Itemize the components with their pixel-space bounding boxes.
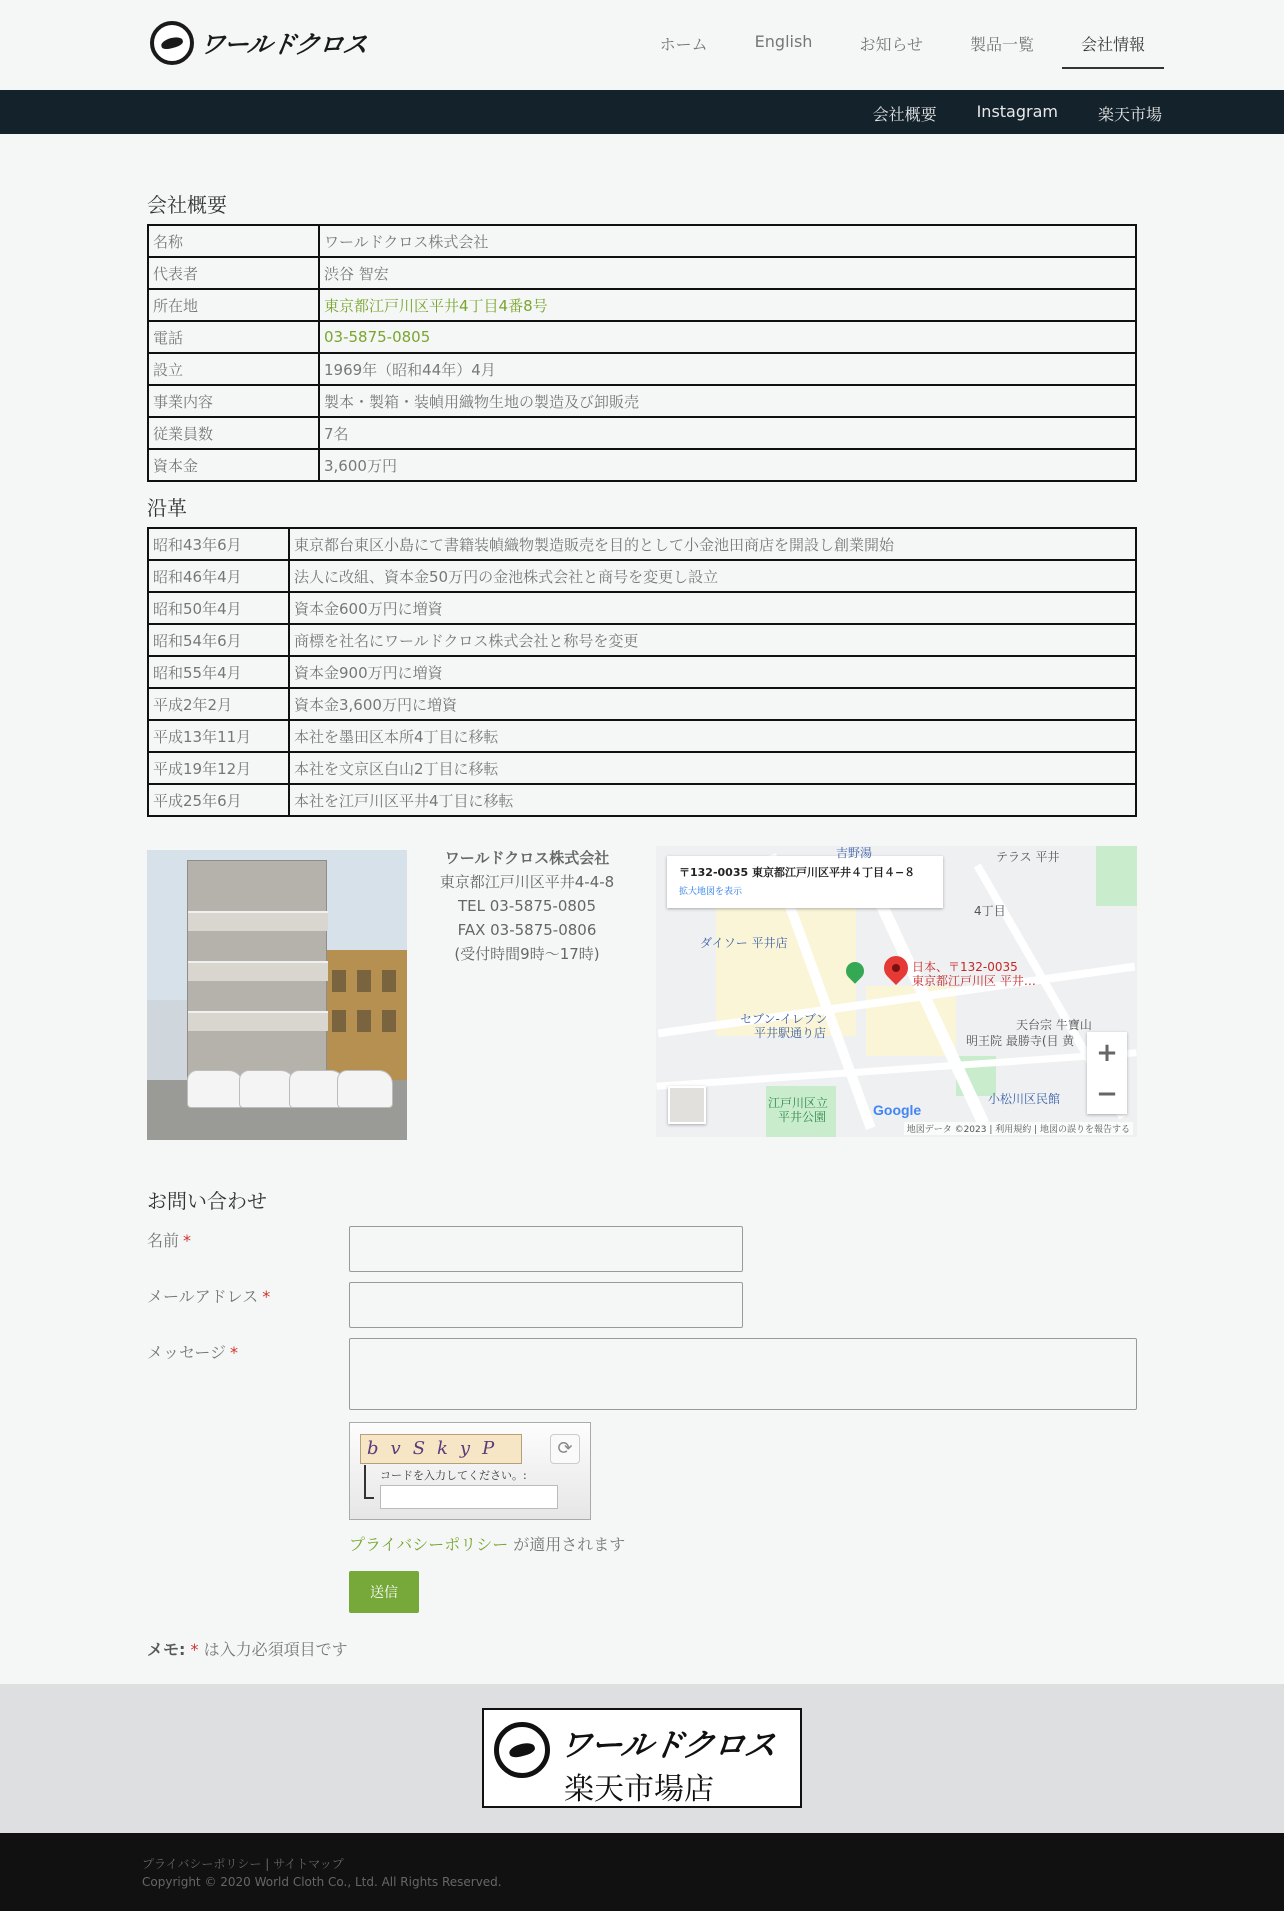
row-label: 名称 bbox=[148, 225, 319, 257]
required-mark: * bbox=[183, 1231, 192, 1250]
banner-subtitle: 楽天市場店 bbox=[564, 1772, 714, 1807]
map-card-title: 〒132-0035 東京都江戸川区平井４丁目４−８ bbox=[679, 866, 916, 879]
history-event: 資本金900万円に増資 bbox=[289, 656, 1136, 688]
address-link[interactable]: 東京都江戸川区平井4丁目4番8号 bbox=[319, 289, 1136, 321]
name-label: 名前 * bbox=[147, 1231, 192, 1250]
row-label: 設立 bbox=[148, 353, 319, 385]
table-row bbox=[148, 289, 1136, 321]
history-date: 昭和54年6月 bbox=[148, 624, 289, 656]
captcha-prompt: コードを入力してください。: bbox=[380, 1469, 527, 1482]
table-row bbox=[148, 624, 1136, 656]
company-table bbox=[147, 224, 1137, 482]
row-value: ワールドクロス株式会社 bbox=[319, 225, 1136, 257]
address-street: 東京都江戸川区平井4-4-8 bbox=[439, 873, 615, 891]
memo-text: は入力必須項目です bbox=[198, 1640, 348, 1659]
row-label: 所在地 bbox=[148, 289, 319, 321]
row-value: 7名 bbox=[319, 417, 1136, 449]
required-mark: * bbox=[230, 1343, 239, 1362]
privacy-suffix: が適用されます bbox=[508, 1535, 626, 1554]
table-row bbox=[148, 385, 1136, 417]
row-value: 渋谷 智宏 bbox=[319, 257, 1136, 289]
captcha-refresh-icon[interactable]: ⟳ bbox=[550, 1434, 580, 1464]
map-larger-link[interactable]: 拡大地図を表示 bbox=[679, 887, 743, 897]
address-tel: TEL 03-5875-0805 bbox=[457, 897, 597, 915]
nav-english[interactable]: English bbox=[754, 32, 813, 51]
table-row bbox=[148, 560, 1136, 592]
map-attribution[interactable]: 地図データ ©2023 | 利用規約 | 地図の誤りを報告する bbox=[904, 1122, 1133, 1135]
submit-button[interactable]: 送信 bbox=[349, 1571, 419, 1613]
history-event: 本社を文京区白山2丁目に移転 bbox=[289, 752, 1136, 784]
map-pin-label: 東京都江戸川区 平井… bbox=[912, 974, 1036, 988]
logo-text: ワールドクロス bbox=[197, 30, 369, 59]
copyright: Copyright © 2020 World Cloth Co., Ltd. All Rights Reserved. bbox=[142, 1875, 502, 1889]
map-label: 江戸川区立 bbox=[768, 1096, 829, 1110]
row-value: 3,600万円 bbox=[319, 449, 1136, 481]
main-nav bbox=[632, 24, 1164, 69]
sub-nav bbox=[0, 90, 1284, 134]
captcha-image: bvSkyP bbox=[360, 1434, 522, 1464]
map-label: 天台宗 牛寶山 bbox=[1016, 1018, 1092, 1032]
required-memo bbox=[147, 1637, 348, 1660]
logo-emblem-icon bbox=[150, 21, 194, 65]
history-event: 資本金600万円に増資 bbox=[289, 592, 1136, 624]
privacy-notice bbox=[349, 1532, 625, 1555]
table-row bbox=[148, 688, 1136, 720]
phone-link[interactable]: 03-5875-0805 bbox=[319, 321, 1136, 353]
row-label: 従業員数 bbox=[148, 417, 319, 449]
map-label: 吉野湯 bbox=[836, 846, 873, 860]
nav-home[interactable]: ホーム bbox=[659, 35, 708, 54]
required-mark: * bbox=[190, 1640, 199, 1659]
history-date: 昭和46年4月 bbox=[148, 560, 289, 592]
history-event: 資本金3,600万円に増資 bbox=[289, 688, 1136, 720]
contact-heading: お問い合わせ bbox=[147, 1189, 267, 1213]
map-pin-label: 日本、〒132-0035 bbox=[912, 960, 1018, 974]
email-label: メールアドレス * bbox=[147, 1287, 271, 1306]
map-label: 小松川区民館 bbox=[988, 1092, 1061, 1106]
subnav-company-overview[interactable]: 会社概要 bbox=[872, 105, 937, 124]
table-row bbox=[148, 321, 1136, 353]
table-row bbox=[148, 449, 1136, 481]
history-date: 平成19年12月 bbox=[148, 752, 289, 784]
table-row bbox=[148, 353, 1136, 385]
footer-links[interactable]: プライバシーポリシー | サイトマップ bbox=[142, 1857, 344, 1871]
table-row bbox=[148, 592, 1136, 624]
rakuten-store-banner[interactable] bbox=[482, 1708, 802, 1808]
history-event: 商標を社名にワールドクロス株式会社と称号を変更 bbox=[289, 624, 1136, 656]
map-label: 平井公園 bbox=[778, 1110, 827, 1124]
banner-title: ワールドクロス bbox=[557, 1726, 779, 1764]
subnav-instagram[interactable]: Instagram bbox=[976, 102, 1058, 121]
google-logo: Google bbox=[873, 1102, 922, 1118]
history-date: 昭和55年4月 bbox=[148, 656, 289, 688]
footer-banner-area bbox=[0, 1684, 1284, 1833]
email-input[interactable] bbox=[349, 1282, 743, 1328]
zoom-in-button[interactable]: + bbox=[1096, 1037, 1118, 1068]
map-label: ダイソー 平井店 bbox=[700, 936, 788, 950]
history-table bbox=[147, 527, 1137, 817]
map-zoom-controls bbox=[1087, 1032, 1127, 1114]
history-date: 昭和50年4月 bbox=[148, 592, 289, 624]
history-event: 法人に改組、資本金50万円の金池株式会社と商号を変更し設立 bbox=[289, 560, 1136, 592]
building-photo bbox=[147, 850, 407, 1140]
table-row bbox=[148, 752, 1136, 784]
logo-emblem-icon bbox=[494, 1722, 550, 1778]
memo-label: メモ: bbox=[147, 1640, 186, 1659]
captcha-arrow-icon bbox=[364, 1465, 374, 1499]
address-hours: (受付時間9時〜17時) bbox=[454, 945, 600, 963]
map-label: 平井駅通り店 bbox=[754, 1026, 827, 1040]
row-label: 資本金 bbox=[148, 449, 319, 481]
google-map[interactable] bbox=[656, 846, 1137, 1137]
address-company-name: ワールドクロス株式会社 bbox=[444, 849, 610, 867]
map-label: セブン-イレブン bbox=[740, 1012, 828, 1026]
captcha-box bbox=[349, 1422, 591, 1520]
subnav-rakuten[interactable]: 楽天市場 bbox=[1097, 105, 1162, 124]
row-label: 代表者 bbox=[148, 257, 319, 289]
address-block bbox=[417, 846, 637, 966]
table-row bbox=[148, 720, 1136, 752]
history-event: 本社を墨田区本所4丁目に移転 bbox=[289, 720, 1136, 752]
table-row bbox=[148, 784, 1136, 816]
privacy-policy-link[interactable]: プライバシーポリシー bbox=[349, 1535, 509, 1554]
street-view-pegman-icon[interactable] bbox=[668, 1086, 706, 1124]
map-label: 4丁目 bbox=[974, 904, 1006, 918]
map-label: テラス 平井 bbox=[996, 850, 1060, 864]
nav-company[interactable]: 会社情報 bbox=[1062, 24, 1164, 69]
history-event: 本社を江戸川区平井4丁目に移転 bbox=[289, 784, 1136, 816]
row-label: 事業内容 bbox=[148, 385, 319, 417]
nav-products[interactable]: 製品一覧 bbox=[969, 35, 1034, 54]
history-event: 東京都台東区小島にて書籍装幀織物製造販売を目的として小金池田商店を開設し創業開始 bbox=[289, 528, 1136, 560]
history-date: 平成25年6月 bbox=[148, 784, 289, 816]
row-value: 製本・製箱・装幀用織物生地の製造及び卸販売 bbox=[319, 385, 1136, 417]
row-label: 電話 bbox=[148, 321, 319, 353]
captcha-input[interactable] bbox=[380, 1485, 558, 1509]
table-row bbox=[148, 528, 1136, 560]
history-heading: 沿革 bbox=[147, 496, 187, 520]
zoom-out-button[interactable]: − bbox=[1096, 1078, 1118, 1109]
required-mark: * bbox=[262, 1287, 271, 1306]
nav-news[interactable]: お知らせ bbox=[859, 35, 923, 54]
table-row bbox=[148, 257, 1136, 289]
company-heading: 会社概要 bbox=[147, 193, 227, 217]
table-row bbox=[148, 225, 1136, 257]
site-logo[interactable] bbox=[150, 20, 370, 66]
site-footer bbox=[0, 1833, 1284, 1911]
table-row bbox=[148, 656, 1136, 688]
history-date: 平成2年2月 bbox=[148, 688, 289, 720]
message-textarea[interactable] bbox=[349, 1338, 1137, 1410]
name-input[interactable] bbox=[349, 1226, 743, 1272]
site-header bbox=[0, 0, 1284, 90]
address-fax: FAX 03-5875-0806 bbox=[457, 921, 597, 939]
table-row bbox=[148, 417, 1136, 449]
map-label: 明王院 最勝寺(目 黄 bbox=[966, 1034, 1075, 1048]
history-date: 平成13年11月 bbox=[148, 720, 289, 752]
message-label: メッセージ * bbox=[147, 1343, 239, 1362]
history-date: 昭和43年6月 bbox=[148, 528, 289, 560]
row-value: 1969年（昭和44年）4月 bbox=[319, 353, 1136, 385]
map-info-card bbox=[667, 856, 943, 908]
